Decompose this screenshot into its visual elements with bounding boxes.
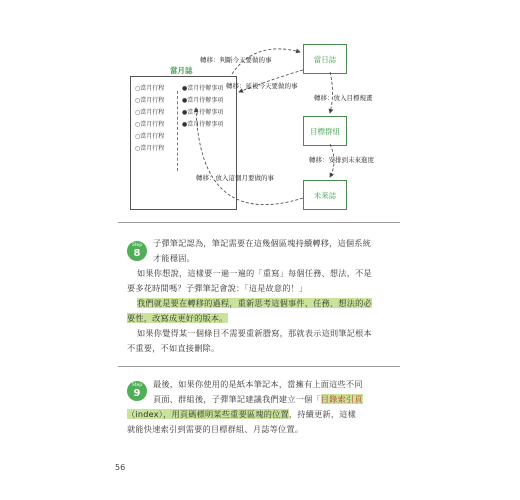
- step-9-badge: [127, 381, 147, 401]
- page-number: 56: [115, 463, 126, 472]
- calendar-item: ○當月行程: [135, 97, 165, 104]
- text-span: ，持續更新，這樣: [288, 409, 357, 419]
- flow-arrows: [0, 0, 520, 240]
- step8-line: 如果你想說，這樣要一遍一遍的「重寫」每個任務、想法，不是: [137, 268, 372, 278]
- future-log-box: 未來誌: [303, 180, 347, 210]
- step8-line: 如果你覺得某一個條目不需要重新謄寫，那就表示這則筆記根本: [137, 328, 372, 338]
- step9-line: 就能快速索引到需要的目標群組、月誌等位置。: [127, 424, 304, 434]
- section-divider: [118, 366, 400, 367]
- section-divider: [118, 222, 400, 223]
- calendar-item: ○當月行程: [135, 121, 165, 128]
- badge-number: 8: [133, 248, 141, 259]
- step9-line: 最後，如果你使用的是紙本筆記本，當擁有上面這些不同: [153, 379, 363, 389]
- arrow-label-bottom: 轉移：放入這個月要做的事: [196, 174, 274, 182]
- text-span: 頁面、群組後，子彈筆記建議我們建立一個「: [153, 394, 321, 404]
- badge-label: Step: [131, 383, 143, 388]
- step8-highlight-line: [127, 311, 228, 326]
- step8-highlight-line: [137, 296, 372, 311]
- step9-line: [127, 407, 356, 422]
- step8-line: 要多花時間嗎？子彈筆記會說：「這是故意的！」: [127, 283, 308, 293]
- monthly-log-title: 當月誌: [170, 66, 193, 75]
- highlight: 要性，改寫成更好的版本。: [127, 313, 228, 323]
- task-item: ●當月待辦事項: [182, 121, 224, 128]
- arrow-label-right-bottom: 轉移：安排到未來進度: [309, 156, 374, 164]
- arrow-label-middle: 轉移：延後今天要做的事: [226, 82, 298, 90]
- arrow-label-right-top: 轉移：放入目標規畫: [314, 94, 373, 102]
- daily-log-box: 當日誌: [303, 44, 347, 74]
- step9-line: [153, 392, 363, 407]
- calendar-item: ○當月行程: [135, 145, 165, 152]
- step8-line: 不重要，不如直接刪除。: [127, 343, 220, 353]
- step8-line: 子彈筆記認為，筆記需要在這幾個區塊持續轉移，這個系統: [153, 238, 372, 248]
- collection-box: 目標群組: [303, 116, 347, 146]
- highlight: 目錄索引頁: [320, 394, 363, 404]
- badge-number: 9: [133, 388, 141, 399]
- arrow-label-top: 轉移：判斷今天要做的事: [200, 56, 272, 64]
- highlight: 我們就是要在轉移的過程，重新思考這個事件、任務、想法的必: [137, 298, 372, 308]
- calendar-item: ○當月行程: [135, 133, 165, 140]
- step-8-badge: [127, 241, 147, 261]
- calendar-item: ○當月行程: [135, 109, 165, 116]
- task-item: ●當月待辦事項: [182, 97, 224, 104]
- highlight: （index）: [127, 409, 164, 419]
- highlight: ，用頁碼標明某些重要區塊的位置: [163, 409, 289, 419]
- step8-line: 才能穩固。: [153, 253, 195, 263]
- task-item: ●當月待辦事項: [182, 85, 224, 92]
- task-item: ●當月待辦事項: [182, 109, 224, 116]
- badge-label: Step: [131, 243, 143, 248]
- calendar-item: ○當月行程: [135, 85, 165, 92]
